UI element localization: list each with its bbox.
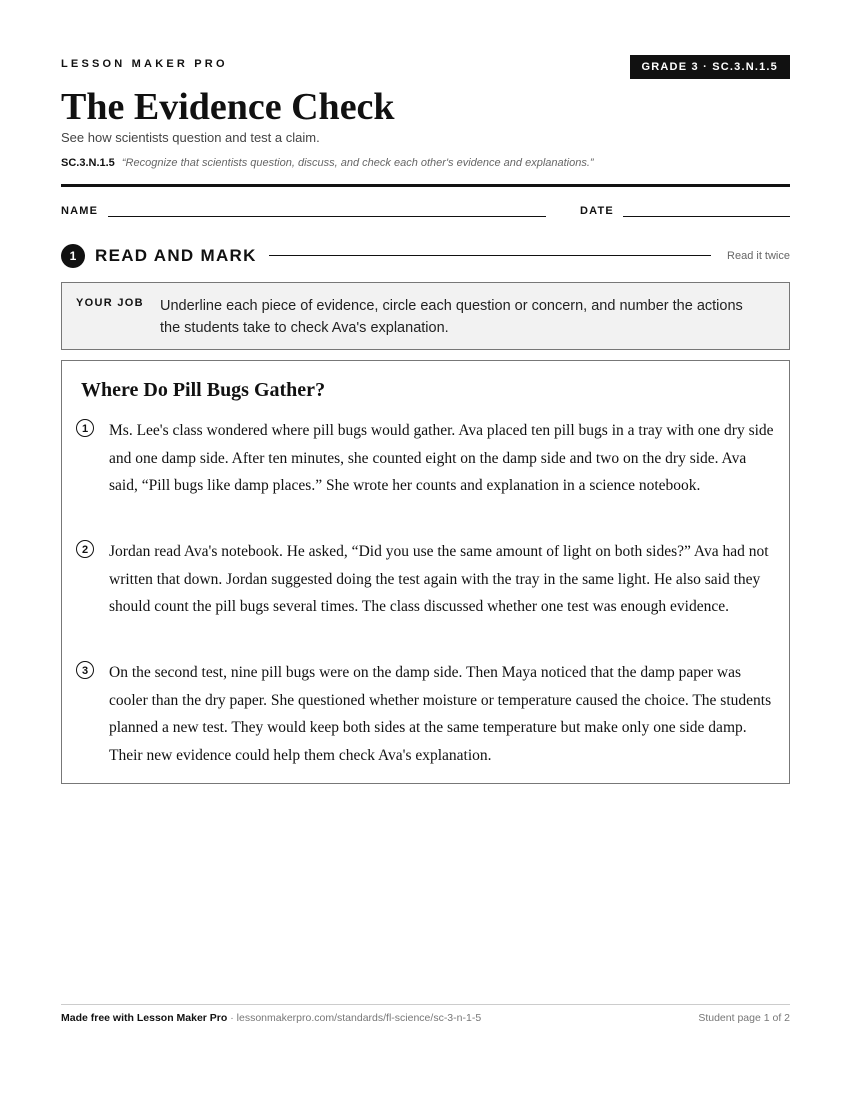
- instructions-box: [61, 282, 790, 350]
- header-divider: [61, 184, 790, 187]
- top-bar: [61, 55, 790, 79]
- standard-code: SC.3.N.1.5: [61, 157, 115, 169]
- standard-quote: “Recognize that scientists question, discuss, and check each other's evidence and explanations.”: [121, 157, 594, 169]
- passage-title: Where Do Pill Bugs Gather?: [81, 379, 326, 401]
- paragraph-number: 2: [76, 540, 94, 558]
- page-title: The Evidence Check: [61, 86, 395, 128]
- brand-name: LESSON MAKER PRO: [61, 58, 228, 70]
- footer-divider: [61, 1004, 790, 1005]
- section-header: [61, 244, 790, 268]
- paragraph-text: On the second test, nine pill bugs were on the damp side. Then Maya noticed that the damp paper was cooler than the dry paper. She questioned whether moisture or temperature caused the choice. The students planned a new test. They would keep both sides at the same temperature but make only one side damp. Their new evidence could help them check Ava's explanation.: [109, 664, 772, 764]
- section-number-badge: 1: [61, 244, 85, 268]
- paragraph-number: 3: [76, 661, 94, 679]
- footer-credit: [61, 1012, 481, 1024]
- name-date-row: [61, 204, 790, 222]
- footer-url[interactable]: · lessonmakerpro.com/standards/fl-science/sc-3-n-1-5: [230, 1012, 482, 1024]
- page-subtitle: See how scientists question and test a claim.: [61, 130, 320, 145]
- section-hint: Read it twice: [727, 250, 790, 262]
- instructions-text: Underline each piece of evidence, circle each question or concern, and number the actions the students take to check Ava's explanation.: [160, 298, 743, 336]
- name-field[interactable]: [108, 216, 546, 217]
- standard-line: [61, 157, 594, 169]
- paragraph: [76, 659, 776, 769]
- footer-made-text: Made free with Lesson Maker Pro: [61, 1012, 228, 1024]
- date-label: DATE: [580, 205, 614, 217]
- date-field[interactable]: [623, 216, 790, 217]
- paragraph: [76, 417, 776, 500]
- section-title: READ AND MARK: [95, 246, 257, 265]
- paragraph-text: Ms. Lee's class wondered where pill bugs would gather. Ava placed ten pill bugs in a tray with one dry side and one damp side. After ten minutes, she counted eight on the damp side and two on the dry side. Ava said, “Pill bugs like damp places.” She wrote her counts and explanation in a science notebook.: [109, 422, 774, 494]
- instructions-label: YOUR JOB: [76, 297, 144, 309]
- section-divider: [269, 255, 711, 256]
- paragraph: [76, 538, 776, 621]
- name-label: NAME: [61, 205, 99, 217]
- page-number: Student page 1 of 2: [698, 1012, 790, 1024]
- paragraph-number: 1: [76, 419, 94, 437]
- grade-badge: GRADE 3 · SC.3.N.1.5: [630, 55, 790, 79]
- paragraph-text: Jordan read Ava's notebook. He asked, “Did you use the same amount of light on both sides?” Ava had not written that down. Jordan suggested doing the test again with the tray in the same light. He also said they should count the pill bugs several times. The class discussed whether one test was enough evidence.: [109, 543, 769, 615]
- worksheet-page: [61, 0, 790, 1100]
- reading-passage: [61, 360, 790, 784]
